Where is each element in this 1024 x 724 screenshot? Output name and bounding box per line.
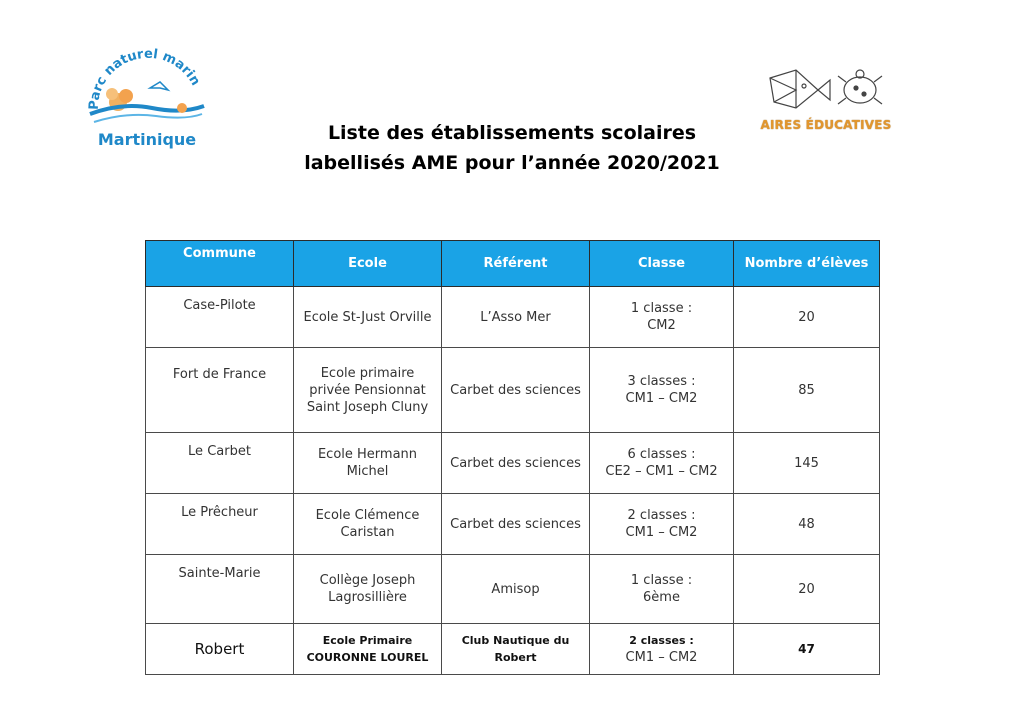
cell-classe <box>590 348 734 433</box>
fish-turtle-emblem-icon <box>756 62 896 118</box>
classe-levels: CM2 <box>647 318 676 333</box>
cell-ecole <box>294 555 442 624</box>
parc-naturel-marin-logo <box>82 44 212 154</box>
ecole-line: Ecole Primaire <box>322 634 413 647</box>
cell-referent: L’Asso Mer <box>442 287 590 348</box>
header-commune: Commune <box>146 241 294 287</box>
ecole-line: Ecole St-Just Orville <box>303 309 432 325</box>
table-row <box>146 555 880 624</box>
cell-classe <box>590 287 734 348</box>
classe-levels: CE2 – CM1 – CM2 <box>605 464 718 479</box>
cell-ecole <box>294 494 442 555</box>
ecole-line: Saint Joseph Cluny <box>306 399 429 415</box>
cell-commune: Sainte-Marie <box>146 555 294 624</box>
ecole-line: Ecole Hermann <box>317 447 418 462</box>
ecole-line: Lagrosillière <box>328 590 407 605</box>
table-row <box>146 287 880 348</box>
cell-commune: Le Prêcheur <box>146 494 294 555</box>
ecole-line: privée Pensionnat <box>309 382 426 398</box>
cell-ecole <box>294 348 442 433</box>
cell-nombre: 20 <box>734 287 880 348</box>
cell-classe <box>590 494 734 555</box>
classe-count: 3 classes : <box>627 374 696 389</box>
classe-count: 2 classes : <box>627 508 696 523</box>
classe-count: 2 classes : <box>629 634 694 647</box>
header-referent: Référent <box>442 241 590 287</box>
aires-educatives-logo <box>756 62 896 142</box>
classe-count: 1 classe : <box>630 301 693 316</box>
header-classe: Classe <box>590 241 734 287</box>
cell-commune: Case-Pilote <box>146 287 294 348</box>
ecole-line: Ecole Clémence <box>315 508 420 523</box>
cell-referent: Carbet des sciences <box>442 494 590 555</box>
header-ecole: Ecole <box>294 241 442 287</box>
parc-marin-emblem-icon <box>82 44 212 130</box>
cell-ecole <box>294 287 442 348</box>
classe-levels: 6ème <box>643 590 680 605</box>
cell-commune: Le Carbet <box>146 433 294 494</box>
schools-table <box>145 240 880 675</box>
page-title <box>262 118 762 178</box>
table-row <box>146 433 880 494</box>
cell-nombre: 85 <box>734 348 880 433</box>
cell-ecole <box>294 624 442 675</box>
title-line-1: Liste des établissements scolaires <box>327 122 697 144</box>
ecole-line: COURONNE LOUREL <box>306 651 429 664</box>
ecole-line: Caristan <box>340 525 395 540</box>
classe-count: 1 classe : <box>630 573 693 588</box>
table-row <box>146 624 880 675</box>
title-line-2: labellisés AME pour l’année 2020/2021 <box>304 152 720 174</box>
ecole-line: Michel <box>346 464 389 479</box>
ecole-line: Collège Joseph <box>319 573 416 588</box>
cell-referent: Amisop <box>442 555 590 624</box>
cell-nombre: 48 <box>734 494 880 555</box>
cell-nombre: 47 <box>734 624 880 675</box>
table-row <box>146 348 880 433</box>
header-nombre-eleves: Nombre d’élèves <box>734 241 880 287</box>
cell-referent: Carbet des sciences <box>442 348 590 433</box>
table-header-row <box>146 241 880 287</box>
classe-levels: CM1 – CM2 <box>625 525 698 540</box>
aires-educatives-wordmark: AIRES ÉDUCATIVES <box>760 118 892 132</box>
cell-nombre: 20 <box>734 555 880 624</box>
classe-levels: CM1 – CM2 <box>625 391 698 406</box>
cell-referent: Club Nautique du Robert <box>442 624 590 675</box>
classe-count: 6 classes : <box>627 447 696 462</box>
cell-classe <box>590 555 734 624</box>
cell-commune: Robert <box>146 624 294 675</box>
ecole-line: Ecole primaire <box>320 365 415 381</box>
table-row <box>146 494 880 555</box>
cell-classe <box>590 433 734 494</box>
classe-levels: CM1 – CM2 <box>625 650 698 665</box>
svg-text:Parc naturel marin: Parc naturel marin <box>86 46 203 111</box>
cell-nombre: 145 <box>734 433 880 494</box>
martinique-wordmark: Martinique <box>97 130 197 149</box>
cell-referent: Carbet des sciences <box>442 433 590 494</box>
cell-classe <box>590 624 734 675</box>
cell-commune: Fort de France <box>146 348 294 433</box>
cell-ecole <box>294 433 442 494</box>
